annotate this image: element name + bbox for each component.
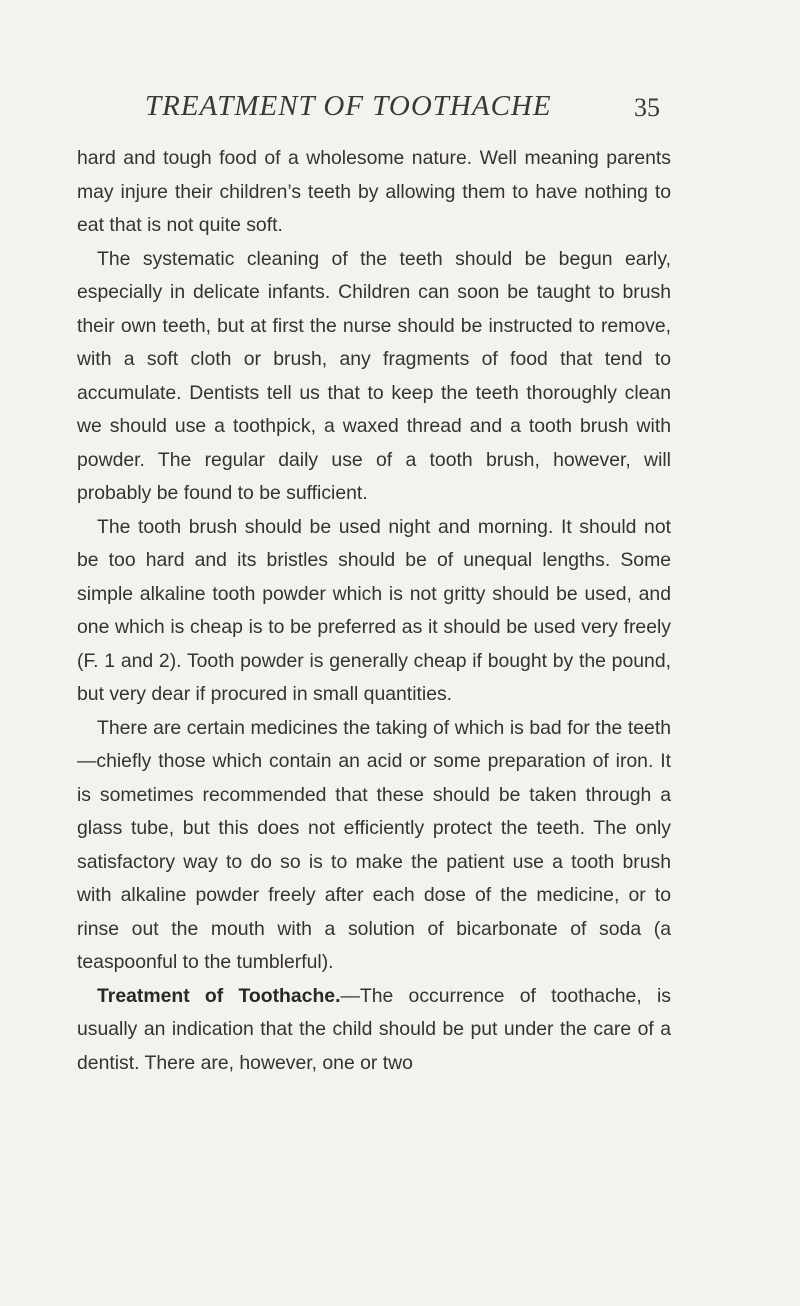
- paragraph: [77, 980, 671, 1081]
- paragraph-text: —The occurrence of toothache, is usually an indication that the child should be put under the care of a dentist. There are, however, one or two: [77, 984, 671, 1074]
- paragraph: The tooth brush should be used night and morning. It should not be too hard and its bristles should be of unequal lengths. Some simple alkaline tooth powder which is not gritty should be used, and one which is cheap is to be preferred as it should be used very freely (F. 1 and 2). Tooth powder is generally cheap if bought by the pound, but very dear if procured in small quantities.: [77, 515, 671, 705]
- paragraph: hard and tough food of a wholesome nature. Well meaning parents may injure their children’s teeth by allowing them to have nothing to eat that is not quite soft.: [77, 147, 671, 236]
- paragraph: The systematic cleaning of the teeth should be begun early, especially in delicate infants. Children can soon be taught to brush their own teeth, but at first the nurse should be instructed to remove, with a soft cloth or brush, any fragments of food that tend to accumulate. Dentists tell us that to keep the teeth thoroughly clean we should use a toothpick, a waxed thread and a tooth brush with powder. The regular daily use of a tooth brush, however, will probably be found to be sufficient.: [77, 247, 671, 504]
- body-text: [77, 142, 671, 1080]
- running-head-title: TREATMENT OF TOOTHACHE: [145, 90, 552, 122]
- section-heading: Treatment of Toothache.: [97, 984, 341, 1007]
- paragraph: There are certain medicines the taking of which is bad for the teeth—chiefly those which contain an acid or some preparation of iron. It is sometimes recommended that these should be taken through a glass tube, but this does not efficiently protect the teeth. The only satisfactory way to do so is to make the patient use a tooth brush with alkaline powder freely after each dose of the medicine, or to rinse out the mouth with a solution of bicarbonate of soda (a teaspoonful to the tumblerful).: [77, 716, 671, 973]
- page-number: 35: [634, 93, 660, 122]
